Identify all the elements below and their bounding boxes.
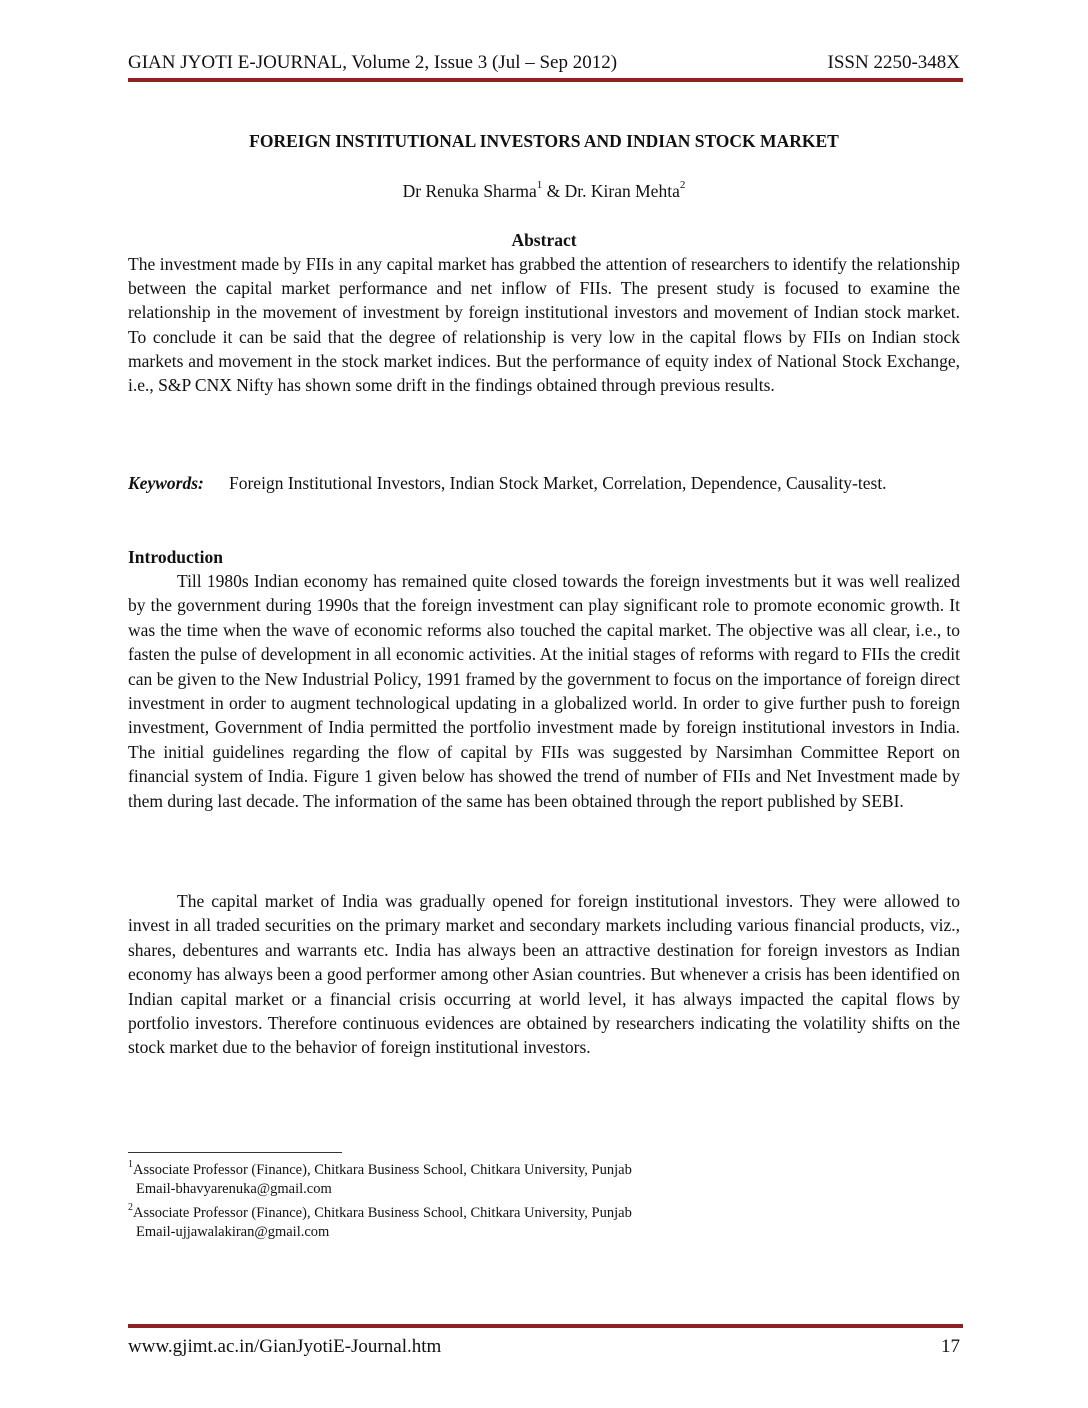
footnote-email: Email-bhavyarenuka@gmail.com — [136, 1180, 332, 1197]
section-heading: Introduction — [128, 547, 223, 567]
author-separator: & — [542, 180, 565, 201]
page-number: 17 — [941, 1336, 960, 1357]
footnotes — [128, 1156, 960, 1242]
footnote-affiliation: Associate Professor (Finance), Chitkara Business School, Chitkara University, Punjab — [133, 1204, 632, 1221]
issn: ISSN 2250-348X — [827, 52, 960, 73]
paper-title: FOREIGN INSTITUTIONAL INVESTORS AND INDIAN STOCK MARKET — [249, 131, 839, 151]
author-footnote-mark: 1 — [536, 179, 543, 191]
paragraph: Till 1980s Indian economy has remained quite closed towards the foreign investments but it was well realized by the government during 1990s that the foreign investment can play significant role to promote economic growth. It was the time when the wave of economic reforms also touched the capital market. The objective was all clear, i.e., to fasten the pulse of development in all economic activities. At the initial stages of reforms with regard to FIIs the credit can be given to the New Industrial Policy, 1991 framed by the government to focus on the importance of foreign direct investment in order to augment technological updating in a globalized world. In order to give further push to foreign investment, Government of India permitted the portfolio investment made by foreign institutional investors in India. The initial guidelines regarding the flow of capital by FIIs was suggested by Narsimhan Committee Report on financial system of India. Figure 1 given below has showed the trend of number of FIIs and Net Investment made by them during last decade. The information of the same has been obtained through the report published by SEBI. — [128, 571, 960, 811]
keywords-text: Foreign Institutional Investors, Indian Stock Market, Correlation, Dependence, Causality-test. — [229, 473, 887, 493]
footnote-mark: 1 — [128, 1159, 133, 1170]
header-rule — [128, 78, 963, 82]
footnote — [128, 1156, 960, 1180]
footer-rule — [128, 1324, 963, 1328]
keywords-label: Keywords: — [128, 473, 204, 493]
footnote-rule — [128, 1152, 342, 1153]
paragraph: The capital market of India was gradually opened for foreign institutional investors. They were allowed to invest in all traded securities on the primary market and secondary markets including various financial products, viz., shares, debentures and warrants etc. India has always been an attractive destination for foreign investors as Indian economy has always been a good performer among other Asian countries. But whenever a crisis has been identified on Indian capital market or a financial crisis occurring at world level, it has always impacted the capital flows by portfolio investors. Therefore continuous evidences are obtained by researchers indicating the volatility shifts on the stock market due to the behavior of foreign institutional investors. — [128, 891, 960, 1058]
footnote-affiliation: Associate Professor (Finance), Chitkara Business School, Chitkara University, Punjab — [133, 1161, 632, 1178]
footnote-mark: 2 — [128, 1201, 133, 1213]
author-name: Dr Renuka Sharma — [402, 180, 537, 201]
footnote — [128, 1199, 960, 1223]
journal-name: GIAN JYOTI E-JOURNAL, Volume 2, Issue 3 (Jul – Sep 2012) — [128, 52, 618, 73]
journal-url[interactable]: www.gjimt.ac.in/GianJyotiE-Journal.htm — [128, 1336, 442, 1357]
footnote-email: Email-ujjawalakiran@gmail.com — [136, 1223, 330, 1240]
abstract-text: The investment made by FIIs in any capital market has grabbed the attention of researchers to identify the relationship between the capital market performance and net inflow of FIIs. The present study is focused to examine the relationship in the movement of investment by foreign institutional investors and movement of Indian stock market. To conclude it can be said that the degree of relationship is very low in the capital flows by FIIs on Indian stock markets and movement in the stock market indices. But the performance of equity index of National Stock Exchange, i.e., S&P CNX Nifty has shown some drift in the findings obtained through previous results. — [128, 254, 960, 396]
author-line — [128, 175, 960, 203]
abstract-heading: Abstract — [511, 230, 577, 250]
author-footnote-mark: 2 — [679, 179, 686, 191]
author-name: Dr. Kiran Mehta — [564, 180, 680, 201]
